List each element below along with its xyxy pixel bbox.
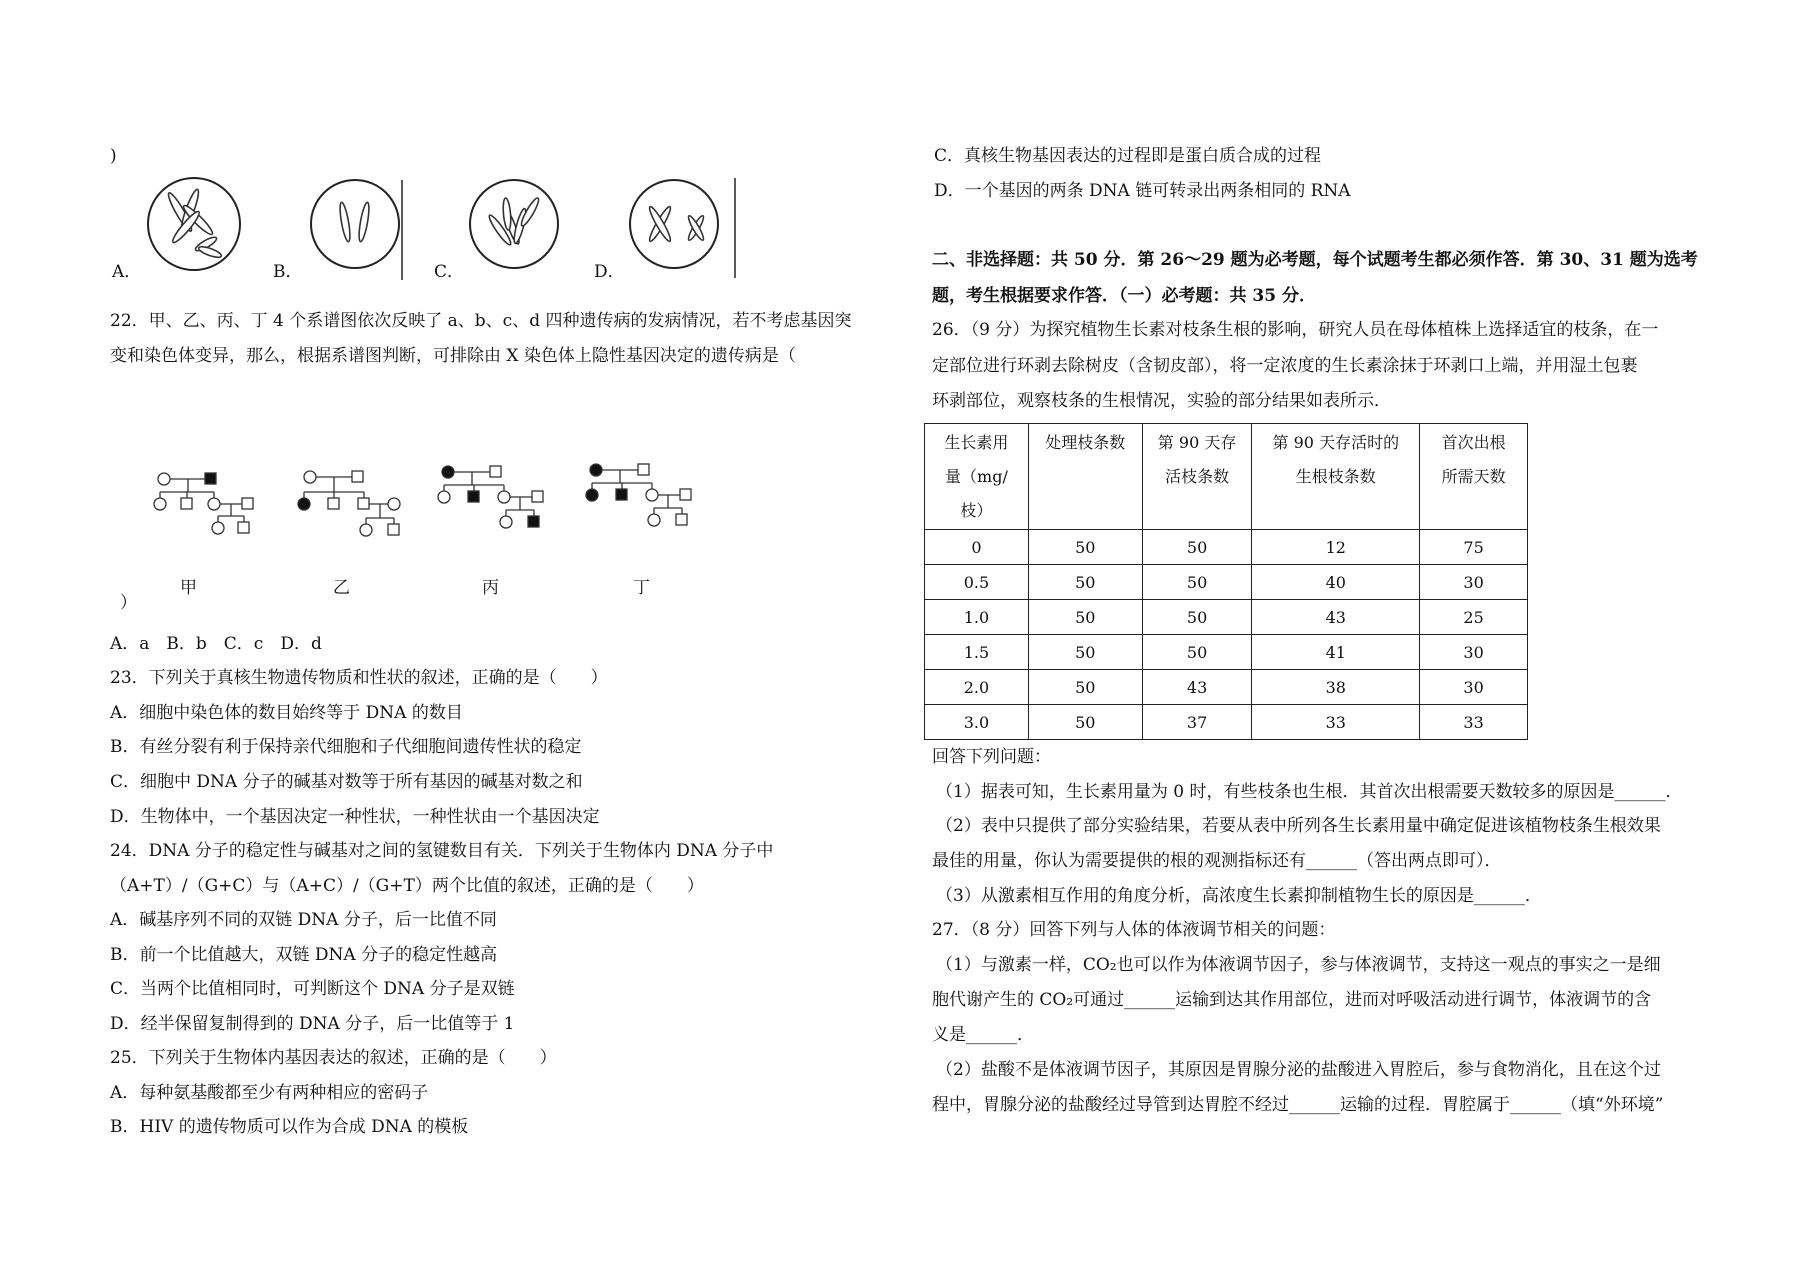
table-cell: 1.5 <box>925 635 1029 670</box>
header-surviving-branches <box>1142 424 1252 530</box>
cell-d-figure <box>630 178 735 278</box>
header-treated-branches <box>1028 424 1142 530</box>
q24-option-d: D．经半保留复制得到的 DNA 分子，后一比值等于 1 <box>110 1014 515 1034</box>
q27-part1-line3: 义是______． <box>932 1025 1034 1045</box>
table-row <box>925 635 1528 670</box>
table-cell: 1.0 <box>925 600 1029 635</box>
table-cell: 50 <box>1142 530 1252 565</box>
table-cell: 30 <box>1420 670 1528 705</box>
table-row <box>925 670 1528 705</box>
pedigree-label-bing: 丙 <box>482 578 499 598</box>
table-cell: 33 <box>1252 705 1420 740</box>
table-cell: 50 <box>1028 635 1142 670</box>
pedigree-ding <box>586 464 691 526</box>
pedigree-jia <box>154 473 253 534</box>
header-auxin-dose <box>925 424 1029 530</box>
pedigree-diagrams <box>140 440 740 600</box>
cell-division-diagrams <box>140 172 740 282</box>
q27-stem: 27．（8 分）回答下列与人体的体液调节相关的问题： <box>932 920 1336 940</box>
q21-option-a: A． <box>112 262 142 282</box>
table-cell: 75 <box>1420 530 1528 565</box>
pedigree-label-yi: 乙 <box>333 578 350 598</box>
table-cell: 50 <box>1028 705 1142 740</box>
table-row <box>925 565 1528 600</box>
header-text: 第 90 天存活时的 <box>1272 433 1400 452</box>
table-row <box>925 705 1528 740</box>
q22-line2: 变和染色体变异，那么，根据系谱图判断，可排除由 X 染色体上隐性基因决定的遗传病是（ <box>110 346 796 366</box>
header-rooting-branches <box>1252 424 1420 530</box>
q25-option-d: D．一个基因的两条 DNA 链可转录出两条相同的 RNA <box>934 181 1351 201</box>
table-cell: 43 <box>1252 600 1420 635</box>
table-header-row <box>925 424 1528 530</box>
section-header-line1: 二、非选择题：共 50 分．第 26～29 题为必考题，每个试题考生都必须作答．第 30、31 题为选考 <box>932 250 1698 270</box>
q24-option-c: C．当两个比值相同时，可判断这个 DNA 分子是双链 <box>110 979 515 999</box>
table-cell: 12 <box>1252 530 1420 565</box>
q26-line2: 定部位进行环剥去除树皮（含韧皮部），将一定浓度的生长素涂抹于环剥口上端，并用湿土包裹 <box>932 356 1638 376</box>
section-header-line2: 题，考生根据要求作答．（一）必考题：共 35 分． <box>932 286 1316 306</box>
table-cell: 40 <box>1252 565 1420 600</box>
header-days-to-root <box>1420 424 1528 530</box>
q25-stem: 25．下列关于生物体内基因表达的叙述，正确的是（ ） <box>110 1048 557 1068</box>
header-text: 活枝条数 <box>1165 467 1230 486</box>
header-text: 枝） <box>960 501 993 520</box>
q21-option-b: B． <box>273 262 303 282</box>
q26-line3: 环剥部位，观察枝条的生根情况，实验的部分结果如表所示． <box>932 391 1391 411</box>
q25-option-c: C．真核生物基因表达的过程即是蛋白质合成的过程 <box>934 146 1322 166</box>
table-cell: 0 <box>925 530 1029 565</box>
q24-option-a: A．碱基序列不同的双链 DNA 分子，后一比值不同 <box>110 910 497 930</box>
cell-c-figure <box>470 180 558 268</box>
q27-part1-line2: 胞代谢产生的 CO₂可通过______运输到达其作用部位，进而对呼吸活动进行调节，体液调节的含 <box>932 990 1652 1010</box>
q27-part2-line2: 程中，胃腺分泌的盐酸经过导管到达胃腔不经过______运输的过程．胃腔属于______（填“外环境” <box>932 1095 1664 1115</box>
q26-line1: 26．（9 分）为探究植物生长素对枝条生根的影响，研究人员在母体植株上选择适宜的枝条，在一 <box>932 320 1659 340</box>
q22-line1: 22．甲、乙、丙、丁 4 个系谱图依次反映了 a、b、c、d 四种遗传病的发病情况，若不考虑基因突 <box>110 311 852 331</box>
header-text: 量（mg/ <box>945 467 1008 486</box>
q22-answers: A．a B．b C．c D．d <box>110 634 322 654</box>
q21-option-d: D． <box>594 262 625 282</box>
q24-line1: 24．DNA 分子的稳定性与碱基对之间的氢键数目有关．下列关于生物体内 DNA 分子中 <box>110 841 774 861</box>
q22-paren-close: ） <box>120 593 137 613</box>
table-cell: 50 <box>1028 565 1142 600</box>
table-cell: 25 <box>1420 600 1528 635</box>
pedigree-label-jia: 甲 <box>180 578 197 598</box>
q26-part3: （3）从激素相互作用的角度分析，高浓度生长素抑制植物生长的原因是______． <box>936 886 1542 906</box>
q24-line2: （A+T）/（G+C）与（A+C）/（G+T）两个比值的叙述，正确的是（ ） <box>110 876 704 896</box>
table-cell: 50 <box>1028 530 1142 565</box>
q23-option-d: D．生物体中，一个基因决定一种性状，一种性状由一个基因决定 <box>110 807 600 827</box>
q25-option-a: A．每种氨基酸都至少有两种相应的密码子 <box>110 1083 429 1103</box>
table-cell: 2.0 <box>925 670 1029 705</box>
header-text: 生长素用 <box>944 433 1009 452</box>
q23-option-b: B．有丝分裂有利于保持亲代细胞和子代细胞间遗传性状的稳定 <box>110 737 582 757</box>
q21-tail: ) <box>110 146 117 166</box>
q26-results-table <box>924 423 1528 740</box>
q26-part1: （1）据表可知，生长素用量为 0 时，有些枝条也生根．其首次出根需要天数较多的原因是______． <box>936 782 1683 802</box>
q26-part2-line1: （2）表中只提供了部分实验结果，若要从表中所列各生长素用量中确定促进该植物枝条生根效果 <box>936 816 1661 836</box>
table-cell: 50 <box>1142 565 1252 600</box>
q23-option-a: A．细胞中染色体的数目始终等于 DNA 的数目 <box>110 703 463 723</box>
q24-option-b: B．前一个比值越大，双链 DNA 分子的稳定性越高 <box>110 945 498 965</box>
table-cell: 0.5 <box>925 565 1029 600</box>
table-row <box>925 600 1528 635</box>
header-text: 处理枝条数 <box>1045 433 1126 452</box>
header-text: 生根枝条数 <box>1295 467 1376 486</box>
table-cell: 30 <box>1420 565 1528 600</box>
q21-option-c: C． <box>434 262 465 282</box>
q27-part1-line1: （1）与激素一样，CO₂也可以作为体液调节因子，参与体液调节，支持这一观点的事实之一是细 <box>936 955 1661 975</box>
cell-b-figure <box>311 180 402 280</box>
q27-part2-line1: （2）盐酸不是体液调节因子，其原因是胃腺分泌的盐酸进入胃腔后，参与食物消化，且在这个过 <box>936 1060 1661 1080</box>
header-text: 第 90 天存 <box>1157 433 1237 452</box>
q26-part2-line2: 最佳的用量，你认为需要提供的根的观测指标还有______（答出两点即可）． <box>932 851 1502 871</box>
table-cell: 50 <box>1142 635 1252 670</box>
table-cell: 38 <box>1252 670 1420 705</box>
pedigree-yi <box>298 471 400 536</box>
table-cell: 41 <box>1252 635 1420 670</box>
table-cell: 50 <box>1028 670 1142 705</box>
cell-a-figure <box>148 178 240 270</box>
table-cell: 37 <box>1142 705 1252 740</box>
table-row <box>925 530 1528 565</box>
q25-option-b: B．HIV 的遗传物质可以作为合成 DNA 的模板 <box>110 1117 469 1137</box>
table-cell: 33 <box>1420 705 1528 740</box>
pedigree-label-ding: 丁 <box>633 578 650 598</box>
header-text: 首次出根 <box>1441 433 1506 452</box>
q26-answer-intro: 回答下列问题： <box>932 747 1051 767</box>
table-cell: 50 <box>1142 600 1252 635</box>
pedigree-bing <box>438 466 543 528</box>
table-cell: 3.0 <box>925 705 1029 740</box>
q23-stem: 23．下列关于真核生物遗传物质和性状的叙述，正确的是（ ） <box>110 668 608 688</box>
table-cell: 50 <box>1028 600 1142 635</box>
table-cell: 43 <box>1142 670 1252 705</box>
q23-option-c: C．细胞中 DNA 分子的碱基对数等于所有基因的碱基对数之和 <box>110 772 583 792</box>
header-text: 所需天数 <box>1441 467 1506 486</box>
table-cell: 30 <box>1420 635 1528 670</box>
